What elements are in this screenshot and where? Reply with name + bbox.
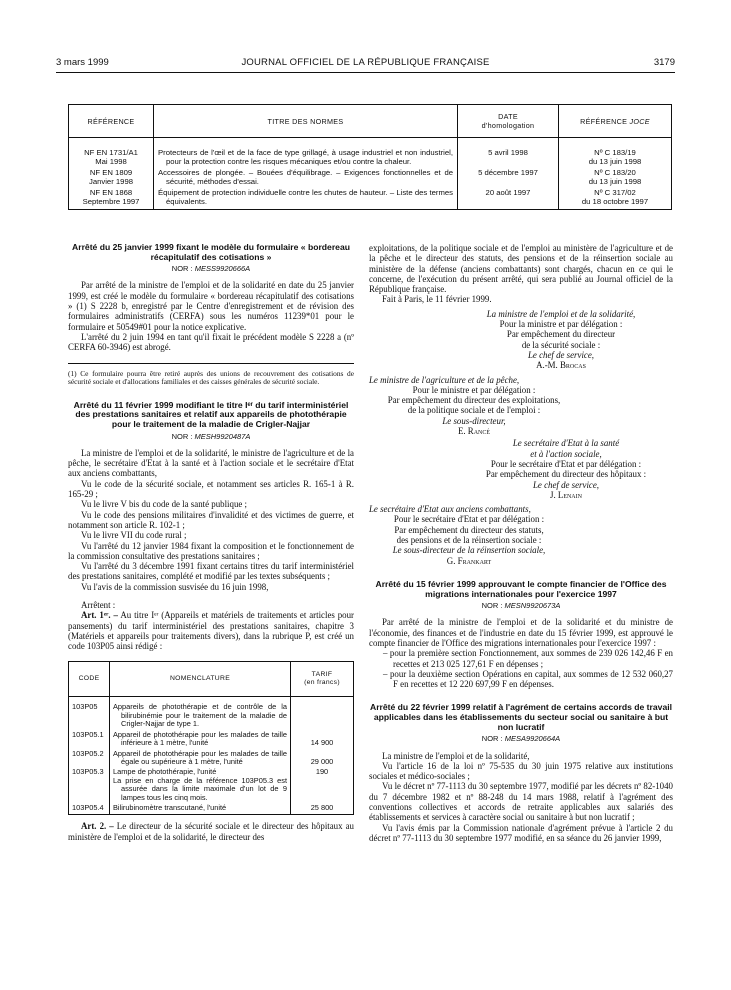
arrete2-para: Vu le code des pensions militaires d'invalidité et des victimes de guerre, et notamment son article R. 102-1 ; bbox=[68, 509, 354, 530]
article-1 bbox=[68, 610, 354, 651]
header-page-number: 3179 bbox=[653, 57, 675, 68]
col-tarif-line1: TARIF bbox=[311, 671, 333, 679]
arrete3-nor bbox=[369, 601, 673, 611]
nor-label: NOR : bbox=[171, 431, 195, 441]
nor-label: NOR : bbox=[481, 601, 505, 611]
cell-nomenclature bbox=[110, 749, 291, 768]
nomenclature-header bbox=[69, 662, 354, 697]
arrete4-nor bbox=[369, 734, 673, 744]
col-joce bbox=[559, 105, 672, 138]
cell-nomenclature bbox=[110, 803, 291, 815]
signatory-line: des pensions et de la réinsertion sociale : bbox=[396, 535, 542, 546]
signatory-line: Pour le secrétaire d'Etat et par délégation : bbox=[490, 458, 642, 469]
arrete3-item: – pour la deuxième section Opérations en capital, aux sommes de 12 532 060,27 F en recettes et 12 220 697,99 F en dépenses. bbox=[383, 668, 673, 690]
page-header bbox=[56, 57, 675, 71]
arrete3-para: Par arrêté de la ministre de l'emploi et de la solidarité et du ministre de l'économie, des finances et de l'industrie en date du 15 février 1999, est approuvé le compte financier de l'Office des migrations internationales pour l'exercice 1997 : bbox=[369, 617, 673, 648]
arrete3-item: – pour la première section Fonctionnement, aux sommes de 239 026 142,46 F en recettes et 213 025 127,61 F en dépenses ; bbox=[383, 648, 673, 669]
table-row bbox=[69, 767, 354, 803]
signatory-line: Pour le ministre et par délégation : bbox=[412, 384, 536, 395]
cell-nomenclature bbox=[110, 767, 291, 803]
ref-code: NF EN 1731/A1 bbox=[84, 148, 138, 157]
article-2-label: Art. 2. – bbox=[81, 821, 114, 832]
nomenclature-note: La prise en charge de la référence 103P05.3 est assurée dans la limite maximale d'un lot de 9 lampes tous les cinq mois. bbox=[113, 775, 287, 802]
col-joce-prefix: RÉFÉRENCE bbox=[580, 116, 630, 126]
nor-label: NOR : bbox=[481, 734, 505, 744]
cell-tarif: 29 000 bbox=[291, 749, 354, 768]
signatory-line: Pour le secrétaire d'Etat et par délégation : bbox=[393, 514, 545, 525]
col-date bbox=[458, 105, 559, 138]
left-column bbox=[68, 243, 354, 842]
signatory-role: Le sous-directeur, bbox=[442, 415, 506, 426]
joce-date: du 13 juin 1998 bbox=[588, 157, 642, 166]
table-row bbox=[69, 730, 354, 749]
table-row bbox=[69, 697, 354, 730]
ref-code: NF EN 1868 bbox=[89, 188, 133, 197]
table-row bbox=[69, 138, 672, 168]
nomenclature-text: Appareils de photothérapie et de contrôle de la bilirubinémie pour le traitement de la maladie de Crigler-Najjar de type 1. bbox=[113, 702, 287, 729]
cell-joce bbox=[559, 138, 672, 168]
arrete1-nor bbox=[68, 264, 354, 274]
signatory-line: de la politique sociale et de l'emploi : bbox=[407, 405, 541, 416]
signatory-name: J. Lenain bbox=[550, 489, 582, 500]
cell-nomenclature bbox=[110, 730, 291, 749]
cell-code: 103P05.2 bbox=[69, 749, 110, 768]
signature-block-1 bbox=[369, 309, 673, 371]
norm-title: Protecteurs de l'œil et de la face de type grillagé, à usage industriel et non industriel, pour la protection contre les risques mécaniques et/ou contre la chaleur. bbox=[158, 148, 453, 166]
header-rule bbox=[56, 72, 675, 73]
table-row bbox=[69, 803, 354, 815]
fait-a-paris: Fait à Paris, le 11 février 1999. bbox=[382, 294, 492, 305]
cell-title bbox=[154, 138, 458, 168]
col-code: CODE bbox=[69, 662, 110, 697]
signatory-line: de la sécurité sociale : bbox=[521, 339, 601, 350]
joce-date: du 18 octobre 1997 bbox=[581, 197, 649, 206]
signatory-title: Le secrétaire d'Etat aux anciens combattants, bbox=[369, 504, 531, 515]
signatory-name: G. Frankart bbox=[446, 555, 492, 566]
nor-code: MESA9920664A bbox=[504, 734, 561, 744]
col-title: TITRE DES NORMES bbox=[154, 105, 458, 138]
article-2 bbox=[68, 821, 354, 842]
cell-tarif bbox=[291, 697, 354, 730]
nomenclature-text: Appareil de photothérapie pour les malades de taille égale ou supérieure à 1 mètre, l'unité bbox=[113, 748, 287, 766]
arrete2-nor bbox=[68, 432, 354, 442]
cell-nomenclature bbox=[110, 697, 291, 730]
arrete1-title: Arrêté du 25 janvier 1999 fixant le modèle du formulaire « bordereau récapitulatif des cotisations » bbox=[72, 242, 350, 262]
arrete4-para: Vu l'article 16 de la loi nº 75-535 du 30 juin 1975 relative aux institutions sociales et médico-sociales ; bbox=[369, 760, 673, 782]
arrete2-continuation: exploitations, de la politique sociale et de l'emploi au ministère de l'agriculture et de la pêche et le directeur des statuts, des pensions et de la réinsertion sociale au ministère de la défense (anciens combattants) sont chargés, chacun en ce qui le concerne, de l'exécution du présent arrêté, qui sera publié au Journal officiel de la République française. bbox=[369, 243, 673, 295]
cell-date: 20 août 1997 bbox=[458, 187, 559, 210]
header-journal-title: JOURNAL OFFICIEL DE LA RÉPUBLIQUE FRANÇAISE bbox=[241, 57, 490, 68]
joce-date: du 13 juin 1998 bbox=[588, 177, 642, 186]
arrete2-para: Vu le code de la sécurité sociale, et notamment ses articles R. 165-1 à R. 165-29 ; bbox=[68, 478, 354, 500]
norms-table-header bbox=[69, 105, 672, 138]
nomenclature-text: Appareil de photothérapie pour les malades de taille inférieure à 1 mètre, l'unité bbox=[113, 729, 287, 748]
signatory-name: E. Rancé bbox=[457, 426, 491, 437]
ref-date: Septembre 1997 bbox=[82, 197, 140, 206]
nomenclature-text: Bilirubinomètre transcutané, l'unité bbox=[113, 802, 227, 812]
signatory-title: et à l'action sociale, bbox=[530, 448, 602, 459]
nor-code: MESS9920666A bbox=[194, 264, 251, 274]
cell-code: 103P05.3 bbox=[69, 767, 110, 803]
table-row bbox=[69, 749, 354, 768]
cell-code: 103P05.4 bbox=[69, 803, 110, 815]
nor-label: NOR : bbox=[171, 264, 195, 274]
signatory-role: Le chef de service, bbox=[532, 479, 600, 490]
arrete2-title: Arrêté du 11 février 1999 modifiant le titre Iᵉʳ du tarif interministériel des prestations sanitaires et relatif aux appareils de photothérapie pour le traitement de la maladie de Crigler-Najjar bbox=[73, 399, 349, 429]
joce-number: Nº C 317/02 bbox=[594, 188, 636, 197]
cell-tarif: 25 800 bbox=[291, 803, 354, 815]
cell-code: 103P05.1 bbox=[69, 730, 110, 749]
right-column bbox=[369, 243, 673, 843]
table-row bbox=[69, 167, 672, 187]
signatory-title: La ministre de l'emploi et de la solidarité, bbox=[486, 308, 636, 319]
norm-title: Équipement de protection individuelle contre les chutes de hauteur. – Liste des termes équivalents. bbox=[158, 188, 453, 206]
cell-code: 103P05 bbox=[69, 697, 110, 730]
arrete2-para: Vu l'arrêté du 3 décembre 1991 fixant certains titres du tarif interministériel des prestations sanitaires, complété et modifié par les textes subséquents ; bbox=[68, 561, 354, 582]
arrete2-para: Vu le livre V bis du code de la santé publique ; bbox=[81, 499, 248, 510]
ref-date: Janvier 1998 bbox=[88, 177, 134, 186]
nor-code: MESN9920673A bbox=[504, 601, 561, 611]
arrete2-para: Vu le livre VII du code rural ; bbox=[81, 530, 187, 541]
cell-tarif: 190 bbox=[291, 767, 354, 803]
signatory-line: Par empêchement du directeur des hôpitaux : bbox=[485, 469, 647, 480]
arrete3-title: Arrêté du 15 février 1999 approuvant le compte financier de l'Office des migrations internationales pour l'exercice 1997 bbox=[375, 578, 667, 599]
ref-code: NF EN 1809 bbox=[89, 168, 133, 177]
signature-block-2 bbox=[369, 375, 579, 437]
col-nomenclature: NOMENCLATURE bbox=[110, 662, 291, 697]
norms-table bbox=[68, 104, 672, 210]
signatory-role: Le chef de service, bbox=[527, 349, 595, 360]
col-joce-italic: JOCE bbox=[629, 116, 650, 126]
cell-title bbox=[154, 187, 458, 210]
arrete2-para: Vu l'arrêté du 12 janvier 1984 fixant la composition et le fonctionnement de la commission consultative des prestations sanitaires ; bbox=[68, 540, 354, 561]
nor-code: MESH9920487A bbox=[194, 431, 251, 441]
col-reference: RÉFÉRENCE bbox=[69, 105, 154, 138]
col-date-line2: d'homologation bbox=[481, 121, 535, 130]
signatory-title: Le ministre de l'agriculture et de la pêche, bbox=[369, 374, 520, 385]
arrete4-para: La ministre de l'emploi et de la solidarité, bbox=[382, 750, 530, 761]
table-row bbox=[69, 187, 672, 210]
arrete4-para: Vu le décret nº 77-1113 du 30 septembre 1977, modifié par les décrets nº 82-1040 du 7 décembre 1982 et nº 88-248 du 14 mars 1988, relatif à l'agrément des conventions collectives et accords de retraite applicables aux salariés des établissements et services à caractère social ou sanitaire à but non lucratif ; bbox=[369, 781, 673, 823]
signature-block-3 bbox=[369, 438, 673, 500]
arretent: Arrêtent : bbox=[81, 599, 116, 610]
signature-block-4 bbox=[369, 504, 569, 566]
arrete4-para: Vu l'avis émis par la Commission nationale d'agrément prévue à l'article 2 du décret nº 77-1113 du 30 septembre 1977 modifié, en sa séance du 26 janvier 1999, bbox=[369, 822, 673, 843]
norm-title: Accessoires de plongée. – Bouées d'équilibrage. – Exigences fonctionnelles et de sécurité, méthodes d'essai. bbox=[158, 168, 453, 186]
signatory-line: Par empêchement du directeur des exploitations, bbox=[387, 395, 561, 406]
nomenclature-table bbox=[68, 661, 354, 815]
col-tarif-line2: (en francs) bbox=[304, 679, 340, 687]
cell-ref bbox=[69, 167, 154, 187]
arrete1-footnote: (1) Ce formulaire pourra être retiré auprès des unions de recouvrement des cotisations de sécurité sociale et d'allocations familiales et des caisses générales de sécurité sociale. bbox=[68, 368, 354, 387]
ref-date: Mai 1998 bbox=[95, 157, 127, 166]
cell-ref bbox=[69, 138, 154, 168]
cell-joce bbox=[559, 187, 672, 210]
arrete4-title: Arrêté du 22 février 1999 relatif à l'agrément de certains accords de travail applicables dans les établissements du secteur social ou sanitaire à but non lucratif bbox=[369, 702, 672, 732]
cell-title bbox=[154, 167, 458, 187]
article-2-text: Le directeur de la sécurité sociale et le directeur des hôpitaux au ministère de l'emploi et de la solidarité, le directeur des bbox=[68, 821, 354, 842]
cell-tarif: 14 900 bbox=[291, 730, 354, 749]
signatory-name: A.-M. Brocas bbox=[536, 360, 586, 371]
arrete2-para: La ministre de l'emploi et de la solidarité, le ministre de l'agriculture et de la pêche, le secrétaire d'Etat à la santé et à l'action sociale et le secrétaire d'Etat aux anciens combattants, bbox=[68, 447, 354, 479]
col-date-line1: DATE bbox=[498, 112, 518, 121]
arrete1-para: Par arrêté de la ministre de l'emploi et de la solidarité en date du 25 janvier 1999, est créé le modèle du formulaire « bordereau récapitulatif des cotisations » (1) S 2228 b, enregistré par le Centre d'enregistrement et de révision des formulaires administratifs (CERFA) sous les numéros 11239*01 pour le formulaire et 50549#01 pour la notice explicative. bbox=[68, 280, 354, 332]
footnote-rule bbox=[68, 363, 354, 364]
signatory-role: Le sous-directeur de la réinsertion sociale, bbox=[392, 545, 546, 556]
cell-joce bbox=[559, 167, 672, 187]
arrete2-para: Vu l'avis de la commission susvisée du 16 juin 1998, bbox=[81, 581, 269, 592]
joce-number: Nº C 183/20 bbox=[594, 168, 636, 177]
joce-number: Nº C 183/19 bbox=[594, 148, 636, 157]
signatory-line: Par empêchement du directeur bbox=[506, 329, 616, 340]
cell-date: 5 décembre 1997 bbox=[458, 167, 559, 187]
signatory-line: Pour la ministre et par délégation : bbox=[499, 319, 623, 330]
col-tarif bbox=[291, 662, 354, 697]
signatory-line: Par empêchement du directeur des statuts, bbox=[394, 524, 544, 535]
arrete1-para: L'arrêté du 2 juin 1994 en tant qu'il fixait le précédent modèle S 2228 a (nº CERFA 60-3946) est abrogé. bbox=[68, 331, 354, 353]
signatory-title: Le secrétaire d'Etat à la santé bbox=[512, 438, 620, 449]
cell-date: 5 avril 1998 bbox=[458, 138, 559, 168]
cell-ref bbox=[69, 187, 154, 210]
header-date: 3 mars 1999 bbox=[56, 57, 109, 68]
nomenclature-text: Lampe de photothérapie, l'unité bbox=[113, 767, 217, 777]
article-1-label: Art. 1ᵉʳ. – bbox=[81, 610, 118, 621]
article-1-text: Au titre Iᵉʳ (Appareils et matériels de traitements et articles pour pansements) du tarif interministériel des prestations sanitaires, chapitre 3 (Matériels et appareils pour traitements divers), dans la rubrique P, est créé un code 103P05 ainsi rédigé : bbox=[68, 610, 354, 652]
